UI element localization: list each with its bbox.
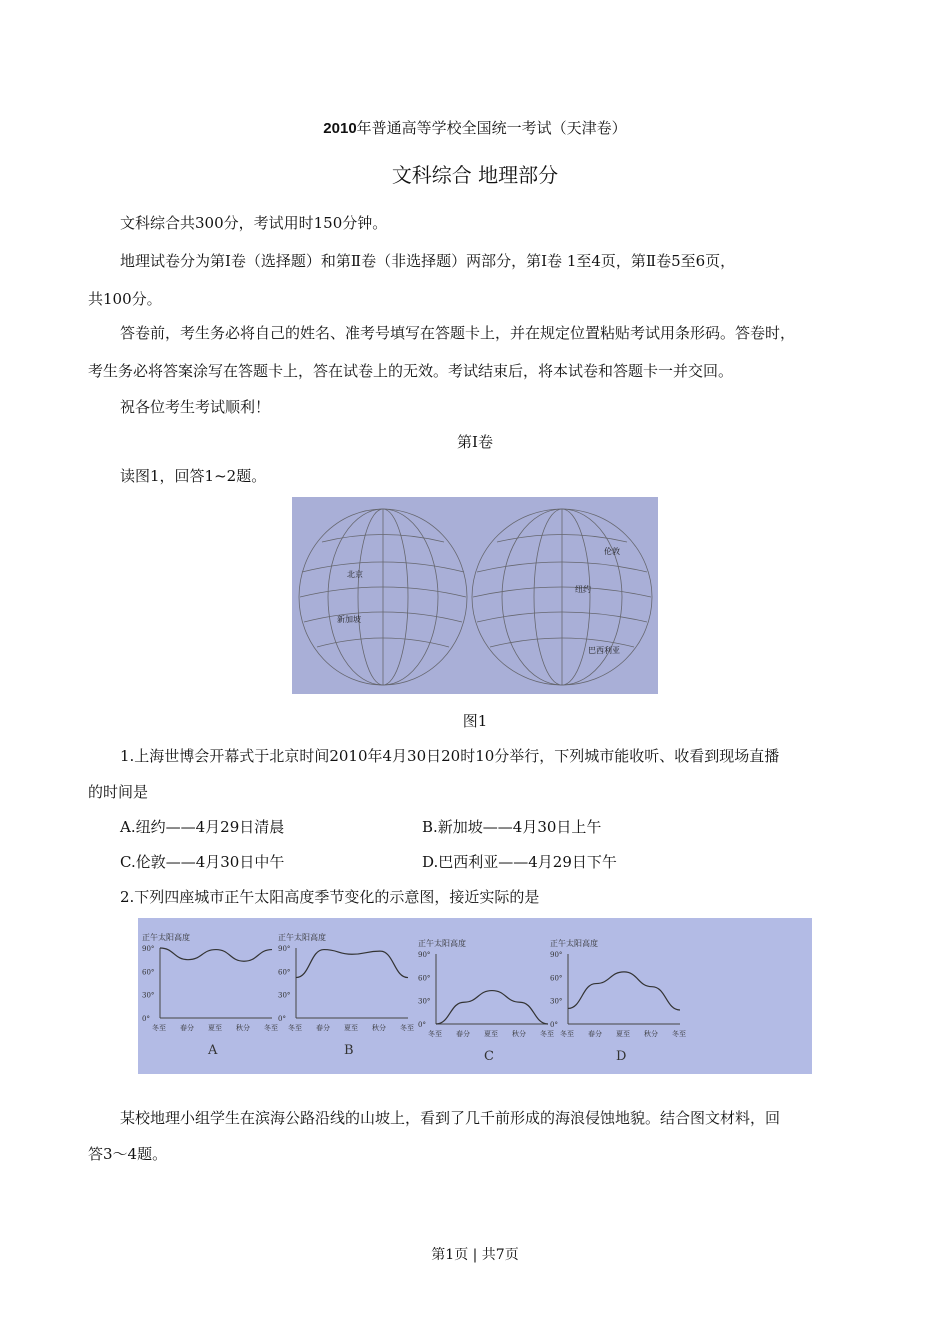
x-tick-label: 冬至: [288, 1024, 302, 1032]
x-tick-label: 冬至: [428, 1030, 442, 1038]
chart-ylabel: 正午太阳高度: [550, 939, 598, 948]
y-tick-label: 30°: [418, 997, 431, 1006]
prompt: 读图1，回答1~2题。: [120, 467, 267, 485]
y-tick-label: 90°: [418, 951, 431, 959]
figure-1-caption: 图1: [462, 712, 488, 730]
x-tick-label: 春分: [316, 1024, 330, 1032]
question-1: 1.上海世博会开幕式于北京时间2010年4月30日20时10分举行，下列城市能收听、收看到现场直播: [120, 747, 780, 765]
y-tick-label: 30°: [550, 997, 563, 1006]
label-brasilia: 巴西利亚: [588, 646, 620, 655]
sun-altitude-charts: [138, 918, 812, 1074]
globe-drawing: [292, 497, 658, 694]
label-beijing: 北京: [347, 570, 363, 579]
label-singapore: 新加坡: [337, 615, 361, 624]
intro-line: 考生务必将答案涂写在答题卡上，答在试卷上的无效。考试结束后，将本试卷和答题卡一并交回。: [88, 362, 734, 380]
x-tick-label: 冬至: [560, 1030, 574, 1038]
y-tick-label: 30°: [142, 991, 155, 1000]
series-line-D: [568, 972, 680, 1010]
option-a: A.纽约——4月29日清晨: [120, 818, 285, 836]
intro-line: 共100分。: [88, 290, 162, 308]
y-tick-label: 90°: [142, 945, 155, 953]
option-d: D.巴西利亚——4月29日下午: [422, 853, 617, 871]
question-2: 2.下列四座城市正午太阳高度季节变化的示意图，接近实际的是: [120, 888, 540, 906]
exam-title: 2010年普通高等学校全国统一考试（天津卷）: [323, 119, 627, 137]
series-line-C: [436, 991, 548, 1024]
y-tick-label: 60°: [550, 974, 563, 983]
x-tick-label: 秋分: [644, 1030, 658, 1038]
y-tick-label: 60°: [278, 968, 291, 977]
y-tick-label: 0°: [550, 1021, 558, 1029]
x-tick-label: 夏至: [616, 1030, 630, 1038]
intro-line: 文科综合共300分，考试用时150分钟。: [120, 214, 388, 232]
y-tick-label: 60°: [142, 968, 155, 977]
intro-line: 地理试卷分为第Ⅰ卷（选择题）和第Ⅱ卷（非选择题）两部分，第Ⅰ卷 1至4页，第Ⅱ卷5至6页，: [120, 252, 736, 270]
x-tick-label: 春分: [588, 1030, 602, 1038]
page-footer: 第1页 | 共7页: [431, 1247, 519, 1263]
label-newyork: 纽约: [575, 585, 591, 594]
section-heading: 第Ⅰ卷: [457, 433, 493, 451]
figure-sun-altitude-charts: [138, 918, 812, 1074]
label-london: 伦敦: [604, 547, 620, 556]
x-tick-label: 夏至: [484, 1030, 498, 1038]
x-tick-label: 春分: [456, 1030, 470, 1038]
chart-label-A: A: [208, 1043, 218, 1058]
question-1-cont: 的时间是: [88, 783, 149, 801]
chart-label-C: C: [484, 1049, 494, 1064]
x-tick-label: 夏至: [344, 1024, 358, 1032]
x-tick-label: 冬至: [400, 1024, 414, 1032]
y-tick-label: 60°: [418, 974, 431, 983]
chart-ylabel: 正午太阳高度: [278, 933, 326, 942]
intro-line: 祝各位考生考试顺利！: [120, 398, 271, 416]
x-tick-label: 冬至: [540, 1030, 554, 1038]
series-line-A: [160, 948, 272, 961]
intro-line: 答卷前，考生务必将自己的姓名、准考号填写在答题卡上，并在规定位置粘贴考试用条形码。答卷时，: [120, 324, 796, 342]
x-tick-label: 冬至: [264, 1024, 278, 1032]
chart-label-D: D: [616, 1049, 627, 1064]
y-tick-label: 0°: [142, 1015, 150, 1023]
x-tick-label: 秋分: [512, 1030, 526, 1038]
passage: 某校地理小组学生在滨海公路沿线的山坡上，看到了几千前形成的海浪侵蚀地貌。结合图文材料，回: [120, 1109, 781, 1127]
chart-ylabel: 正午太阳高度: [142, 933, 190, 942]
x-tick-label: 春分: [180, 1024, 194, 1032]
option-b: B.新加坡——4月30日上午: [422, 818, 602, 836]
chart-label-B: B: [344, 1043, 354, 1058]
x-tick-label: 冬至: [672, 1030, 686, 1038]
y-tick-label: 90°: [550, 951, 563, 959]
passage-cont: 答3～4题。: [88, 1145, 168, 1163]
y-tick-label: 30°: [278, 991, 291, 1000]
exam-subtitle: 文科综合 地理部分: [391, 163, 559, 187]
x-tick-label: 夏至: [208, 1024, 222, 1032]
x-tick-label: 秋分: [236, 1024, 250, 1032]
figure-1-globes: [292, 497, 658, 694]
y-tick-label: 90°: [278, 945, 291, 953]
option-c: C.伦敦——4月30日中午: [120, 853, 285, 871]
y-tick-label: 0°: [278, 1015, 286, 1023]
x-tick-label: 秋分: [372, 1024, 386, 1032]
series-line-B: [296, 950, 408, 978]
chart-ylabel: 正午太阳高度: [418, 939, 466, 948]
y-tick-label: 0°: [418, 1021, 426, 1029]
x-tick-label: 冬至: [152, 1024, 166, 1032]
